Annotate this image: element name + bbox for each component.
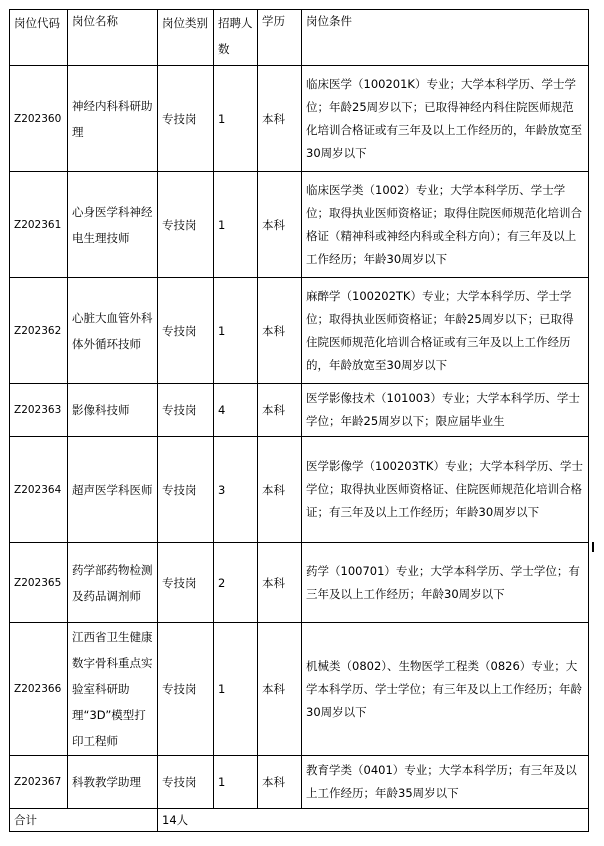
header-name: 岗位名称 bbox=[68, 10, 158, 66]
row-edu: 本科 bbox=[258, 437, 302, 543]
row-name: 神经内科科研助理 bbox=[68, 66, 158, 172]
row-name: 药学部药物检测及药品调剂师 bbox=[68, 543, 158, 623]
row-count: 1 bbox=[214, 278, 258, 384]
row-cond: 麻醉学（100202TK）专业；大学本科学历、学士学位；取得执业医师资格证；年龄25周岁以下；已取得住院医师规范化培训合格证或有三年及以上工作经历的，年龄放宽至30周岁以下 bbox=[302, 278, 589, 384]
row-code: Z202364 bbox=[10, 437, 68, 543]
row-code: Z202361 bbox=[10, 172, 68, 278]
row-code: Z202366 bbox=[10, 623, 68, 756]
header-edu: 学历 bbox=[258, 10, 302, 66]
row-cond: 医学影像学（100203TK）专业；大学本科学历、学士学位；取得执业医师资格证、住院医师规范化培训合格证；有三年及以上工作经历；年龄30周岁以下 bbox=[302, 437, 589, 543]
total-label: 合计 bbox=[10, 809, 158, 832]
row-name: 江西省卫生健康数字骨科重点实验室科研助理“3D”模型打印工程师 bbox=[68, 623, 158, 756]
row-edu: 本科 bbox=[258, 543, 302, 623]
row-name: 心脏大血管外科体外循环技师 bbox=[68, 278, 158, 384]
header-code: 岗位代码 bbox=[10, 10, 68, 66]
row-code: Z202360 bbox=[10, 66, 68, 172]
row-type: 专技岗 bbox=[158, 543, 214, 623]
row-edu: 本科 bbox=[258, 172, 302, 278]
row-cond: 药学（100701）专业；大学本科学历、学士学位；有三年及以上工作经历；年龄30周岁以下 bbox=[302, 543, 589, 623]
row-name: 超声医学科医师 bbox=[68, 437, 158, 543]
row-edu: 本科 bbox=[258, 756, 302, 809]
row-name: 心身医学科神经电生理技师 bbox=[68, 172, 158, 278]
table-row bbox=[10, 543, 589, 623]
row-cond: 教育学类（0401）专业；大学本科学历；有三年及以上工作经历；年龄35周岁以下 bbox=[302, 756, 589, 809]
row-cond: 医学影像技术（101003）专业；大学本科学历、学士学位；年龄25周岁以下；限应届毕业生 bbox=[302, 384, 589, 437]
total-value: 14人 bbox=[158, 809, 589, 832]
table-header-row bbox=[10, 10, 589, 66]
total-row bbox=[10, 809, 589, 832]
row-count: 1 bbox=[214, 172, 258, 278]
row-edu: 本科 bbox=[258, 623, 302, 756]
table-row bbox=[10, 756, 589, 809]
row-code: Z202363 bbox=[10, 384, 68, 437]
row-code: Z202365 bbox=[10, 543, 68, 623]
row-type: 专技岗 bbox=[158, 437, 214, 543]
row-count: 1 bbox=[214, 756, 258, 809]
row-edu: 本科 bbox=[258, 278, 302, 384]
row-type: 专技岗 bbox=[158, 384, 214, 437]
header-count: 招聘人数 bbox=[214, 10, 258, 66]
row-cond: 机械类（0802）、生物医学工程类（0826）专业；大学本科学历、学士学位；有三年及以上工作经历；年龄30周岁以下 bbox=[302, 623, 589, 756]
row-type: 专技岗 bbox=[158, 66, 214, 172]
table-row bbox=[10, 384, 589, 437]
row-type: 专技岗 bbox=[158, 278, 214, 384]
row-cond: 临床医学类（1002）专业；大学本科学历、学士学位；取得执业医师资格证；取得住院医师规范化培训合格证（精神科或神经内科或全科方向）；有三年及以上工作经历；年龄30周岁以下 bbox=[302, 172, 589, 278]
row-type: 专技岗 bbox=[158, 756, 214, 809]
row-count: 1 bbox=[214, 623, 258, 756]
header-type: 岗位类别 bbox=[158, 10, 214, 66]
table-row bbox=[10, 278, 589, 384]
row-cond: 临床医学（100201K）专业；大学本科学历、学士学位；年龄25周岁以下；已取得神经内科住院医师规范化培训合格证或有三年及以上工作经历的，年龄放宽至30周岁以下 bbox=[302, 66, 589, 172]
recruitment-table bbox=[9, 9, 589, 832]
row-code: Z202367 bbox=[10, 756, 68, 809]
row-count: 3 bbox=[214, 437, 258, 543]
header-cond: 岗位条件 bbox=[302, 10, 589, 66]
table-row bbox=[10, 623, 589, 756]
edge-mark bbox=[592, 542, 594, 552]
row-name: 影像科技师 bbox=[68, 384, 158, 437]
row-count: 4 bbox=[214, 384, 258, 437]
row-edu: 本科 bbox=[258, 384, 302, 437]
row-code: Z202362 bbox=[10, 278, 68, 384]
table-row bbox=[10, 437, 589, 543]
row-edu: 本科 bbox=[258, 66, 302, 172]
row-type: 专技岗 bbox=[158, 623, 214, 756]
row-count: 1 bbox=[214, 66, 258, 172]
row-count: 2 bbox=[214, 543, 258, 623]
table-row bbox=[10, 66, 589, 172]
row-name: 科教教学助理 bbox=[68, 756, 158, 809]
row-type: 专技岗 bbox=[158, 172, 214, 278]
table-row bbox=[10, 172, 589, 278]
